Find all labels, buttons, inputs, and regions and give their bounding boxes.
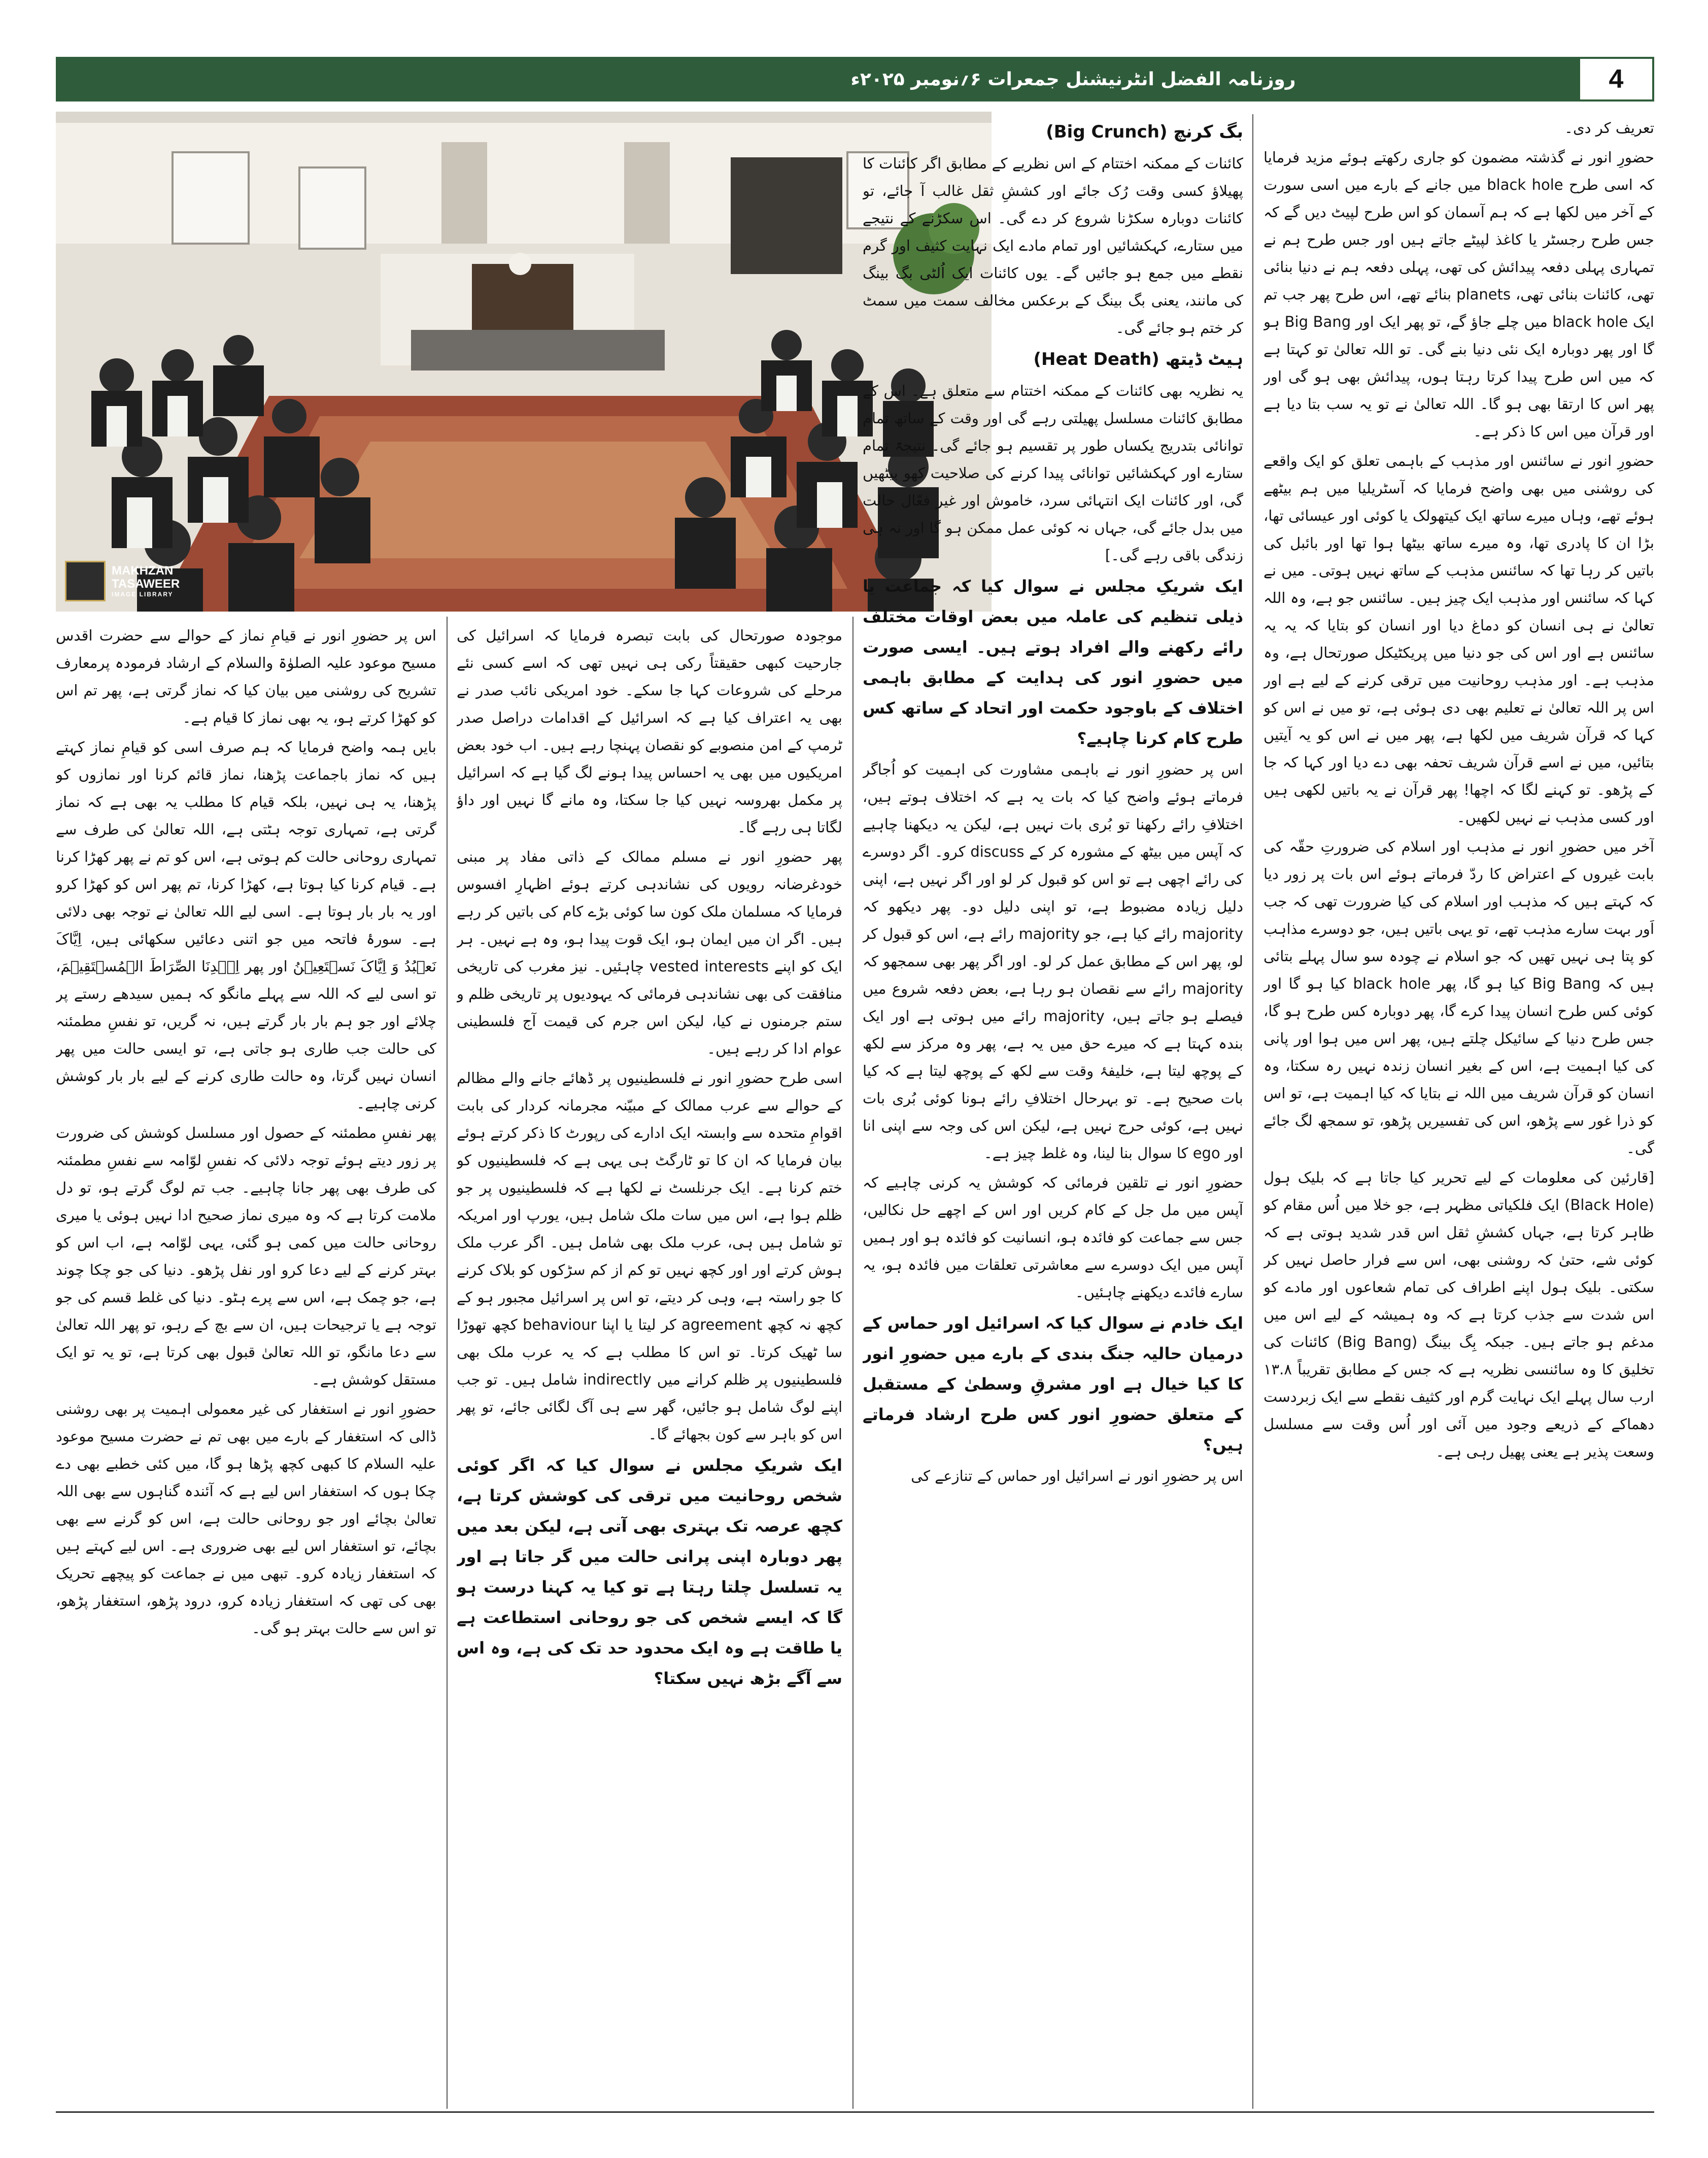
col1-p4: آخر میں حضورِ انور نے مذہب اور اسلام کی ضرورتِ حقّہ کی بابت غیروں کے اعتراض کا ردّ فرماتے ہوئے اس بات پر زور دیا کہ کہتے ہیں کہ مذہب اور اسلام کی کیا ضرورت تھی کہ جب اَور بہت سارے مذہب تھے، تو یہی باتیں ہیں، جو دوسرے مذاہب کو پتا ہی نہیں تھیں کہ جو اسلام نے چودہ سو سال پہلے بتائی ہیں کہ Big Bang کیا ہو گا، پھر black hole کیا ہو گا اور کوئی کس طرح انسان پیدا کرے گا، پھر دوبارہ کس طرح ہو گا، جس طرح دنیا کے سائیکل چلتے ہیں، پھر اس میں ہوا اور پانی کی کیا اہمیت ہے، اس کے بغیر انسان زندہ نہیں رہ سکتا، وہ انسان کو قرآن شریف میں اللہ نے بتایا کہ کیا اہمیت ہے، تو اس کو ذرا غور سے پڑھو، اس کی تفسیریں پڑھو، تو سمجھ لگ جائے گی۔ <box>1263 838 1654 1157</box>
col3-question-1: ایک شریکِ مجلس نے سوال کیا کہ اگر کوئی شخص روحانیت میں ترقی کی کوشش کرتا ہے، کچھ عرصہ تک بہتری بھی آتی ہے، لیکن بعد میں پھر دوبارہ اپنی پرانی حالت میں گر جاتا ہے اور یہ تسلسل چلتا رہتا ہے تو کیا یہ کہنا درست ہو گا کہ ایسے شخص کی جو روحانی استطاعت ہے یا طاقت ہے وہ ایک محدود حد تک کی ہے، وہ اس سے آگے بڑھ نہیں سکتا؟ <box>457 1456 842 1688</box>
page-number: 4 <box>1578 57 1654 102</box>
bottom-rule <box>56 2111 1654 2113</box>
col3-p2: پھر حضورِ انور نے مسلم ممالک کے ذاتی مفاد پر مبنی خودغرضانہ رویوں کی نشاندہی کرتے ہوئے اظہارِ افسوس فرمایا کہ مسلمان ملک کون سا کوئی بڑے کام کی باتیں کر رہے ہیں۔ اگر ان میں ایمان ہو، ایک قوت پیدا ہو، وہ ہے نہیں۔ ہر ایک کو اپنے vested interests چاہئیں۔ نیز مغرب کی تاریخی منافقت کی بھی نشاندہی فرمائی کہ یہودیوں پر تاریخی ظلم و ستم جرمنوں نے کیا، لیکن اس جرم کی قیمت آج فلسطینی عوام ادا کر رہے ہیں۔ <box>457 848 842 1057</box>
column-2 <box>863 114 1243 2109</box>
meeting-photo <box>56 112 992 612</box>
logo-emblem-icon <box>65 561 106 601</box>
col4-p1: اس پر حضورِ انور نے قیامِ نماز کے حوالے سے حضرت اقدس مسیح موعود علیہ الصلوٰۃ والسلام کے ارشاد فرمودہ پرمعارف تشریح کی روشنی میں بیان کیا کہ نماز گرتی ہے، پھر تم اس کو کھڑا کرتے ہو، یہ بھی نماز کا قیام ہے۔ <box>56 627 436 726</box>
col1-p5: [قارئین کی معلومات کے لیے تحریر کیا جاتا ہے کہ بلیک ہول (Black Hole) ایک فلکیاتی مظہر ہے، جو خلا میں اُس مقام کو ظاہر کرتا ہے، جہاں کششِ ثقل اس قدر شدید ہوتی ہے کہ کوئی شے، حتیٰ کہ روشنی بھی، اس سے فرار حاصل نہیں کر سکتی۔ بلیک ہول اپنے اطراف کی تمام شعاعوں اور مادے کو اس شدت سے جذب کرتا ہے کہ وہ ہمیشہ کے لیے اس میں مدغم ہو جاتے ہیں۔ جبکہ بِگ بینگ (Big Bang) کائنات کی تخلیق کا وہ سائنسی نظریہ ہے کہ جس کے مطابق تقریباً ۱۳.۸ ارب سال پہلے ایک نہایت گرم اور کثیف نقطے سے ایک زبردست دھماکے کے ذریعے وجود میں آئی اور اُس وقت سے مسلسل وسعت پذیر ہے یعنی پھیل رہی ہے۔ <box>1263 1169 1654 1460</box>
newspaper-title: روزنامہ الفضل انٹرنیشنل جمعرات ۶؍نومبر ۲۰۲۵ء <box>850 69 1296 90</box>
logo-line1: MAKHZAN <box>112 564 174 578</box>
col3-p3: اسی طرح حضورِ انور نے فلسطینیوں پر ڈھائے جانے والے مظالم کے حوالے سے عرب ممالک کے مبیّنہ مجرمانہ کردار کی بابت اقوامِ متحدہ سے وابستہ ایک ادارے کی رپورٹ کا ذکر کرتے ہوئے بیان فرمایا کہ ان کا تو ٹارگٹ ہی یہی ہے کہ فلسطینیوں کو ختم کرنا ہے۔ ایک جرنلسٹ نے لکھا ہے کہ فلسطینیوں پر جو ظلم ہوا ہے، اس میں سات ملک شامل ہیں، یورپ اور امریکہ تو شامل ہیں ہی، عرب ملک بھی شامل ہیں۔ اگر عرب ملک ہوش کرتے اور اور کچھ نہیں تو کم از کم سڑکوں کو بلاک کرنے کا جو راستہ ہے، وہی کر دیتے، تو اس پر اسرائیل مجبور ہو کے کچھ نہ کچھ agreement کر لیتا یا اپنا behaviour کچھ تھوڑا سا ٹھیک کرتا۔ تو اس کا مطلب ہے کہ یہ عرب ملک بھی فلسطینیوں پر ظلم کرانے میں indirectly شامل ہیں۔ تو جب اپنے لوگ شامل ہو جائیں، گھر سے ہی آگ لگائی جائے، تو پھر اس کو باہر سے کون بجھائے گا۔ <box>457 1069 842 1443</box>
column-4 <box>56 622 436 2109</box>
col1-p3: حضورِ انور نے سائنس اور مذہب کے باہمی تعلق کو ایک واقعے کی روشنی میں بھی واضح فرمایا کہ آسٹریلیا میں ہم بیٹھے ہوئے تھے، وہاں میرے ساتھ ایک کیتھولک یا کوئی اور عیسائی تھا، بڑا ان کا پادری تھا، وہ میرے ساتھ بیٹھا ہوا تھا اور بائبل کی باتیں کر رہا تھا کہ سائنس مذہب کے ساتھ نہیں ہوتی۔ میں نے کہا کہ سائنس اور مذہب ایک چیز ہیں۔ سائنس جو ہے، وہ اللہ تعالیٰ نے ہی انسان کو دماغ دیا اور انسان کو بتایا کہ یہ یہ سائنس ہے اور اس کی جو دنیا میں پریکٹیکل صورتحال ہے، وہ مذہب ہے۔ اور مذہب روحانیت میں ترقی کرنے کے لیے ہے اور اس پر اللہ تعالیٰ نے تعلیم بھی دی ہوئی ہے، تو میں نے اس کو کہا کہ قرآن شریف میں لکھا ہے، پھر میں نے اس کو یہ آیتیں بتائیں، میں نے اسے قرآن شریف تحفہ بھی دے دیا اور کہا کہ جا کے پڑھو۔ تو کہنے لگا کہ اچھا! پھر قرآن نے یہ باتیں لکھی ہیں اور کسی مذہب نے نہیں لکھیں۔ <box>1263 452 1654 826</box>
makhzan-tasaweer-logo <box>65 558 217 604</box>
logo-line3: IMAGE LIBRARY <box>112 590 174 598</box>
col2-p2: یہ نظریہ بھی کائنات کے ممکنہ اختتام سے متعلق ہے۔ اس کے مطابق کائنات مسلسل پھیلتی رہے گی اور وقت کے ساتھ تمام توانائی بتدریج یکساں طور پر تقسیم ہو جائے گی۔ نتیجۃً تمام ستارے اور کہکشائیں توانائی پیدا کرنے کی صلاحیت کھو بیٹھیں گی، اور کائنات ایک انتہائی سرد، خاموش اور غیر فعّال حالت میں بدل جائے گی، جہاں نہ کوئی عمل ممکن ہو گا اور نہ ہی زندگی باقی رہے گی۔] <box>863 382 1243 564</box>
col4-p2: بایں ہمہ واضح فرمایا کہ ہم صرف اسی کو قیامِ نماز کہتے ہیں کہ نماز باجماعت پڑھنا، نماز قائم کرنا اور نمازوں کو پڑھنا، یہ ہی نہیں، بلکہ قیام کا مطلب یہ بھی ہے کہ نماز گرتی ہے، تمہاری توجہ ہٹتی ہے، اللہ تعالیٰ کی طرف سے تمہاری روحانی حالت کم ہوتی ہے، اس کو تم نے پھر کھڑا کرنا ہے۔ قیام کرنا کیا ہوتا ہے، کھڑا کرنا، تم پھر اس کو کھڑا کرو اور یہ بار بار ہوتا ہے۔ اسی لیے اللہ تعالیٰ نے توجہ بھی دلائی ہے۔ سورۂ فاتحہ میں جو اتنی دعائیں سکھائی ہیں، اِیَّاکَ نَعۡبُدُ وَ اِیَّاکَ نَسۡتَعِیۡنُ اور پھر اِہۡدِنَا الصِّرَاطَ الۡمُسۡتَقِیۡمَ، تو اسی لیے کہ اللہ سے پہلے مانگو کہ ہمیں سیدھے رستے پر چلائے اور جو ہم بار بار گرتے ہیں، نہ گریں، تو نفسِ مطمئنہ کی حالت جب طاری ہو جاتی ہے، تو ایسی حالت میں پھر انسان نہیں گرتا، وہ حالت طاری کرنے کے لیے بار بار کوشش کرنی چاہیے۔ <box>56 738 436 1112</box>
col3-p1: موجودہ صورتحال کی بابت تبصرہ فرمایا کہ اسرائیل کی جارحیت کبھی حقیقتاً رکی ہی نہیں تھی کہ اسے کسی نئے مرحلے کی شروعات کہا جا سکے۔ خود امریکی نائب صدر نے بھی یہ اعتراف کیا ہے کہ اسرائیل کے اقدامات دراصل صدر ٹرمپ کے امن منصوبے کو نقصان پہنچا رہے ہیں۔ اب خود بعض امریکیوں میں بھی یہ احساس پیدا ہونے لگ گیا ہے کہ اسرائیل پر مکمل بھروسہ نہیں کیا جا سکتا، وہ مانے گا نہیں اور داؤ لگاتا ہی رہے گا۔ <box>457 627 842 836</box>
col4-p3: پھر نفسِ مطمئنہ کے حصول اور مسلسل کوشش کی ضرورت پر زور دیتے ہوئے توجہ دلائی کہ نفسِ لوّامہ سے نفسِ مطمئنہ کی طرف بھی پھر جانا چاہیے۔ جب تم لوگ گرتے ہو، تو دل ملامت کرتا ہے کہ وہ میری نماز صحیح ادا نہیں ہوئی یا میری روحانی حالت میں کمی ہو گئی، یہی لوّامہ ہے، اب اس کو بہتر کرنے کے لیے دعا کرو اور نفل پڑھو۔ دنیا کی جو چکا چوند ہے، جو چمک ہے، اس سے پرے ہٹو۔ دنیا کی غلط قسم کی جو توجہ ہے یا ترجیحات ہیں، ان سے بچ کے رہو، تو پھر اللہ تعالیٰ سے دعا مانگو، تو اللہ تعالیٰ قبول بھی کرتا ہے، تو یہ تو ایک مستقل کوشش ہے۔ <box>56 1124 436 1388</box>
page-header <box>56 57 1654 102</box>
column-divider <box>1252 114 1253 2109</box>
column-divider <box>852 617 853 2109</box>
col4-p4: حضورِ انور نے استغفار کی غیر معمولی اہمیت پر بھی روشنی ڈالی کہ استغفار کے بارے میں بھی تم نے حضرت مسیح موعود علیہ السلام کا کبھی کچھ پڑھا ہو گا، میں کئی خطبے بھی دے چکا ہوں کہ استغفار اس لیے ہے کہ آئندہ گناہوں سے بھی اللہ تعالیٰ بچائے اور جو روحانی حالت ہے، اس کو گرنے سے بھی بچائے، تو استغفار اس لیے بھی ضروری ہے۔ اس لیے کہتے ہیں کہ استغفار زیادہ کرو۔ تبھی میں نے جماعت کو پیچھے تحریک بھی کی تھی کہ استغفار زیادہ کرو، درود پڑھو، استغفار پڑھو، تو اس سے حالت بہتر ہو گی۔ <box>56 1400 436 1637</box>
column-3 <box>457 622 842 2109</box>
big-crunch-heading: بگ کرنچ (Big Crunch) <box>1046 122 1243 142</box>
col2-question-2: ایک خادم نے سوال کیا کہ اسرائیل اور حماس کے درمیان حالیہ جنگ بندی کے بارے میں حضورِ انور کا کیا خیال ہے اور مشرقِ وسطیٰ کے مستقبل کے متعلق حضورِ انور کس طرح ارشاد فرماتے ہیں؟ <box>863 1313 1243 1455</box>
col2-p1: کائنات کے ممکنہ اختتام کے اس نظریے کے مطابق اگر کائنات کا پھیلاؤ کسی وقت رُک جائے اور کششِ ثقل غالب آ جائے، تو کائنات دوبارہ سکڑنا شروع کر دے گی۔ اس سکڑنے کے نتیجے میں ستارے، کہکشائیں اور تمام مادے ایک نہایت کثیف اور گرم نقطے میں جمع ہو جائیں گے۔ یوں کائنات ایک اُلٹی بگ بینگ کی مانند، یعنی بگ بینگ کے برعکس مخالف سمت میں سمٹ کر ختم ہو جائے گی۔ <box>863 155 1243 336</box>
heat-death-heading: ہیٹ ڈیتھ (Heat Death) <box>1033 349 1243 369</box>
col2-p3: اس پر حضورِ انور نے باہمی مشاورت کی اہمیت کو اُجاگر فرماتے ہوئے واضح کیا کہ بات یہ ہے کہ اختلاف ہوتے ہیں، اختلافِ رائے رکھنا تو بُری بات نہیں ہے، لیکن یہ دیکھنا چاہیے کہ آپس میں بیٹھ کے مشورہ کر کے discuss کرو۔ اگر دوسرے کی رائے اچھی ہے تو اس کو قبول کر لو اور اگر نہیں ہے، اپنی دلیل زیادہ مضبوط ہے، تو اپنی دلیل دو۔ پھر دیکھو کہ majority رائے کیا ہے، جو majority رائے ہے، اس کو قبول کر لو، پھر اس کے مطابق عمل کر لو۔ اور اگر پھر بھی سمجھو کہ majority رائے سے نقصان ہو رہا ہے، بعض دفعہ شروع میں فیصلے ہو جاتے ہیں، majority رائے میں ہوتی ہے اور ایک بندہ کہتا ہے کہ میرے حق میں یہ ہے، پھر وہ مرکز سے لکھ کے پوچھ لیتا ہے، خلیفۂ وقت سے لکھ کے پوچھ لیتا ہے کہ کیا بات صحیح ہے۔ تو بہرحال اختلافِ رائے ہونا کوئی بُری بات نہیں ہے، کوئی حرج نہیں ہے، لیکن اس کی وجہ سے اپنی انا اور ego کا سوال بنا لینا، وہ غلط چیز ہے۔ <box>863 761 1243 1162</box>
col2-p5: اس پر حضورِ انور نے اسرائیل اور حماس کے تنازعے کی <box>911 1467 1243 1485</box>
meeting-photo-illustration <box>56 112 992 612</box>
column-1 <box>1263 114 1654 2109</box>
col2-p4: حضورِ انور نے تلقین فرمائی کہ کوشش یہ کرنی چاہیے کہ آپس میں مل جل کے کام کریں اور اس کے اچھے حل نکالیں، جس سے جماعت کو فائدہ ہو، انسانیت کو فائدہ ہو اور ہمیں آپس میں ایک دوسرے سے معاشرتی تعلقات میں فائدہ ہو، یہ سارے فائدے دیکھنے چاہئیں۔ <box>863 1174 1243 1301</box>
column-divider <box>447 617 448 2109</box>
col1-p1: تعریف کر دی۔ <box>1564 119 1654 137</box>
col2-question-1: ایک شریکِ مجلس نے سوال کیا کہ جماعت یا ذیلی تنظیم کی عاملہ میں بعض اوقات مختلف رائے رکھنے والے افراد ہوتے ہیں۔ ایسی صورت میں حضورِ انور کی ہدایت کے مطابق باہمی اختلاف کے باوجود حکمت اور اتحاد کے ساتھ کس طرح کام کرنا چاہیے؟ <box>863 577 1243 748</box>
col1-p2: حضورِ انور نے گذشتہ مضمون کو جاری رکھتے ہوئے مزید فرمایا کہ اسی طرح black hole میں جانے کے بارے میں اسی سورت کے آخر میں لکھا ہے کہ ہم آسمان کو اس طرح لپیٹ دیں گے کہ جس طرح رجسٹر یا کاغذ لپیٹے جاتے ہیں اور جس طرح ہم نے تمہاری پہلی دفعہ پیدائش کی تھی، پہلی دفعہ ہم نے دنیا بنائی تھی، کائنات بنائی تھی، planets بنائے تھے، اس طرح پھر جب تم ایک black hole میں چلے جاؤ گے، تو پھر ایک اور Big Bang ہو گا اور پھر دوبارہ ایک نئی دنیا بنے گی۔ تو اللہ تعالیٰ تو کہتا ہے کہ میں اس طرح پیدا کرتا رہتا ہوں، پیدائش بھی ہو گی اور پھر اس کا ارتقا بھی ہو گا۔ اللہ تعالیٰ نے تو یہ سب بتا دیا ہے اور قرآن میں اس کا ذکر ہے۔ <box>1263 149 1654 440</box>
logo-line2: TASAWEER <box>112 577 180 591</box>
